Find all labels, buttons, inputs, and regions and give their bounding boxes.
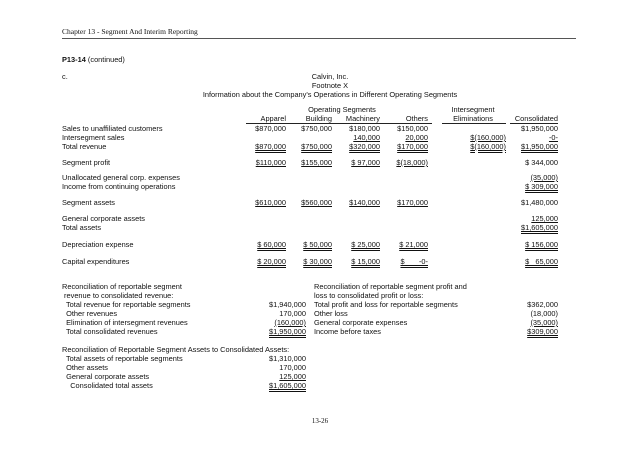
recon-item-value: $309,000 <box>527 327 558 336</box>
recon-profit-title-1: Reconciliation of reportable segment profit and <box>314 282 467 291</box>
elim-header-rule <box>442 123 506 124</box>
table-title: Information about the Company's Operations in Different Operating Segments <box>202 90 458 99</box>
recon-item-label: Other revenues <box>62 309 118 318</box>
recon-revenue-title-2: revenue to consolidated revenue: <box>62 291 174 300</box>
cell-building: $750,000 <box>301 142 332 151</box>
cell-consolidated: $1,480,000 <box>521 198 558 207</box>
cell-machinery: $180,000 <box>349 124 380 133</box>
cell-apparel: $ 60,000 <box>257 240 286 249</box>
cell-machinery: $320,000 <box>349 142 380 151</box>
cell-building: $ 50,000 <box>303 240 332 249</box>
recon-item-value: 170,000 <box>279 309 306 318</box>
recon-item-value: 125,000 <box>279 372 306 381</box>
recon-item-value: $1,605,000 <box>269 381 306 390</box>
row-label: Depreciation expense <box>62 240 134 249</box>
problem-note: (continued) <box>87 55 125 64</box>
cell-apparel: $610,000 <box>255 198 286 207</box>
recon-item-value: $362,000 <box>527 300 558 309</box>
row-label: Intersegment sales <box>62 133 125 142</box>
cell-consolidated: 125,000 <box>531 214 558 223</box>
cell-others: $170,000 <box>397 198 428 207</box>
row-label: Total revenue <box>62 142 107 151</box>
recon-item-label: Income before taxes <box>314 327 381 336</box>
recon-item-label: Total profit and loss for reportable segments <box>314 300 458 309</box>
cell-building: $ 30,000 <box>303 257 332 266</box>
recon-item-label: General corporate expenses <box>314 318 408 327</box>
cell-apparel: $ 20,000 <box>257 257 286 266</box>
cell-consolidated: $ 65,000 <box>525 257 558 266</box>
recon-item-value: (160,000) <box>274 318 306 327</box>
cell-machinery: $140,000 <box>349 198 380 207</box>
row-label: Total assets <box>62 223 102 232</box>
row-label: Income from continuing operations <box>62 182 176 191</box>
cell-consolidated: (35,000) <box>530 173 558 182</box>
cell-others: $ 21,000 <box>399 240 428 249</box>
recon-item-label: Other loss <box>314 309 348 318</box>
footnote-title: Footnote X <box>311 81 349 90</box>
cell-building: $750,000 <box>301 124 332 133</box>
cell-machinery: $ 97,000 <box>351 158 380 167</box>
cell-consolidated: $1,950,000 <box>521 142 558 151</box>
col-machinery: Machinery <box>345 114 380 123</box>
cell-consolidated: -0- <box>548 133 558 142</box>
cell-building: $560,000 <box>301 198 332 207</box>
row-label: Unallocated general corp. expenses <box>62 173 180 182</box>
recon-item-value: $1,310,000 <box>269 354 306 363</box>
row-label: Segment assets <box>62 198 115 207</box>
cell-machinery: $ 25,000 <box>351 240 380 249</box>
recon-revenue-title-1: Reconciliation of reportable segment <box>62 282 182 291</box>
row-label: Capital expenditures <box>62 257 130 266</box>
cell-elim: $(160,000) <box>470 142 506 151</box>
cell-consolidated: $1,950,000 <box>521 124 558 133</box>
recon-item-label: Total assets of reportable segments <box>62 354 183 363</box>
recon-item-value: 170,000 <box>279 363 306 372</box>
intersegment-head: Intersegment <box>451 105 495 114</box>
cell-building: $155,000 <box>301 158 332 167</box>
col-apparel: Apparel <box>260 114 286 123</box>
recon-item-label: Other assets <box>62 363 109 372</box>
cell-apparel: $870,000 <box>255 142 286 151</box>
recon-item-value: $1,940,000 <box>269 300 306 309</box>
cell-others: $ -0- <box>400 257 428 266</box>
part-label: c. <box>62 72 68 81</box>
page-number: 13-26 <box>311 417 329 425</box>
recon-item-label: Total revenue for reportable segments <box>62 300 191 309</box>
cell-consolidated: $ 309,000 <box>525 182 558 191</box>
recon-item-label: Total consolidated revenues <box>62 327 158 336</box>
col-consolidated: Consolidated <box>514 114 558 123</box>
recon-assets-title: Reconciliation of Reportable Segment Assets to Consolidated Assets: <box>62 345 290 354</box>
recon-item-value: $1,950,000 <box>269 327 306 336</box>
recon-item-value: (35,000) <box>530 318 558 327</box>
recon-item-value: (18,000) <box>530 309 558 318</box>
cell-elim: $(160,000) <box>470 133 506 142</box>
recon-item-label: General corporate assets <box>62 372 150 381</box>
cell-consolidated: $ 156,000 <box>525 240 558 249</box>
cell-others: 20,000 <box>405 133 428 142</box>
row-label: General corporate assets <box>62 214 145 223</box>
header-rule <box>62 38 576 39</box>
cell-others: $150,000 <box>397 124 428 133</box>
cell-machinery: $ 15,000 <box>351 257 380 266</box>
chapter-header: Chapter 13 - Segment And Interim Reporting <box>62 27 198 36</box>
row-label: Segment profit <box>62 158 111 167</box>
col-building: Building <box>305 114 332 123</box>
cell-others: $170,000 <box>397 142 428 151</box>
row-label: Sales to unaffiliated customers <box>62 124 163 133</box>
eliminations-head: Eliminations <box>453 114 493 123</box>
cell-apparel: $870,000 <box>255 124 286 133</box>
cell-others: $(18,000) <box>396 158 428 167</box>
cell-machinery: 140,000 <box>353 133 380 142</box>
col-others: Others <box>405 114 428 123</box>
cell-consolidated: $1,605,000 <box>521 223 558 232</box>
recon-item-label: Elimination of intersegment revenues <box>62 318 188 327</box>
recon-profit-title-2: loss to consolidated profit or loss: <box>314 291 424 300</box>
company-title: Calvin, Inc. <box>311 72 349 81</box>
cell-apparel: $110,000 <box>255 158 286 167</box>
operating-segments-head: Operating Segments <box>308 105 376 114</box>
cell-consolidated: $ 344,000 <box>525 158 558 167</box>
problem-label: P13-14 <box>62 55 86 64</box>
problem-heading <box>62 55 125 64</box>
recon-item-label: Consolidated total assets <box>62 381 153 390</box>
